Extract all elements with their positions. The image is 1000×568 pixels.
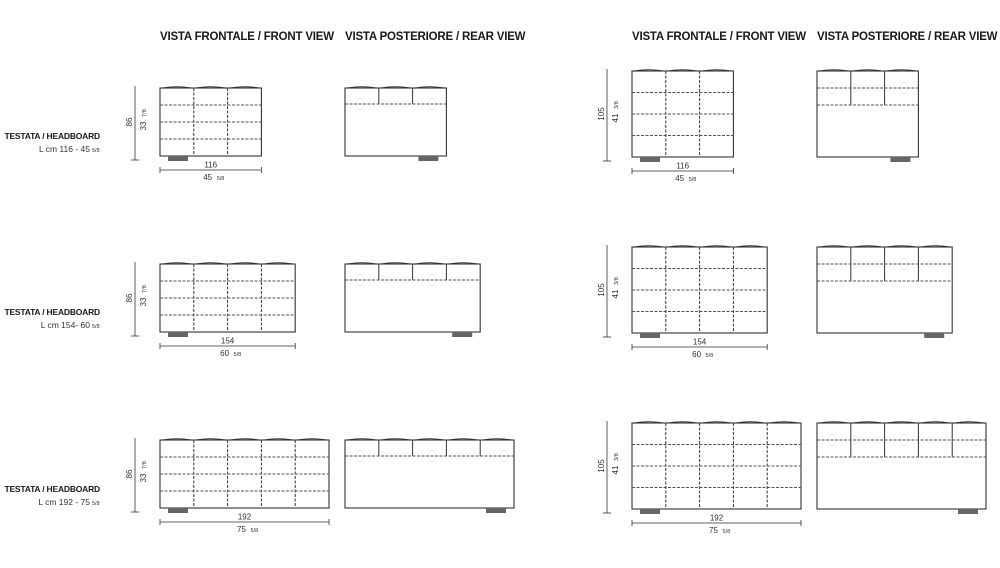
height-cm: 105 [597,283,606,297]
panel-outline [817,423,986,509]
width-inches: 75 [709,526,718,535]
width-cm: 154 [220,336,235,346]
front-view-panel-left-2 [160,263,295,337]
width-inches: 60 [692,350,702,359]
row-label-size-fraction: 5/8 [92,148,100,154]
width-inches-fraction: 5/8 [233,352,242,358]
dimensions-right-3 [597,421,801,535]
height-cm: 86 [125,293,134,303]
row-label-1 [4,131,100,154]
foot [168,156,188,161]
width-inches-fraction: 5/8 [705,353,714,359]
front-view-panel-right-1 [632,70,733,162]
dimensions-right-2 [597,245,767,359]
foot [486,508,506,513]
foot [640,157,660,162]
row-label-title: TESTATA / HEADBOARD [4,307,100,317]
height-cm: 86 [125,469,134,479]
foot [958,509,978,514]
front-view-panel-right-3 [632,422,801,514]
panel-outline [345,440,514,508]
rear-view-panel-left-2 [345,263,480,337]
width-inches-fraction: 5/8 [722,529,731,535]
height-inches: 33 [139,297,148,307]
width-inches-fraction: 5/8 [216,176,225,182]
rear-view-panel-right-2 [817,246,952,338]
foot [452,332,472,337]
height-inches: 33 [139,473,148,483]
width-cm: 154 [692,337,707,347]
header-rear-view-left: VISTA POSTERIORE / REAR VIEW [345,31,526,43]
width-inches: 75 [237,525,246,534]
height-inches-fraction: 3/8 [614,277,620,285]
row-label-title: TESTATA / HEADBOARD [4,131,100,141]
height-inches-fraction: 3/8 [614,453,620,461]
front-view-panel-right-2 [632,246,767,338]
width-inches-fraction: 5/8 [688,177,697,183]
rear-view-panel-left-3 [345,439,514,513]
foot [890,157,910,162]
height-inches-fraction: 7/8 [142,285,148,293]
rear-view-panel-right-3 [817,422,986,514]
height-inches: 41 [611,465,620,475]
dimensions-right-1 [597,69,733,183]
foot [418,156,438,161]
front-view-panel-left-1 [160,87,261,161]
header-front-view-right: VISTA FRONTALE / FRONT VIEW [632,31,806,43]
row-label-2 [4,307,100,330]
foot [640,509,660,514]
width-inches-fraction: 5/8 [250,528,259,534]
foot [168,332,188,337]
front-view-panel-left-3 [160,439,329,513]
dimensions-left-1 [125,86,261,182]
height-cm: 86 [125,117,134,127]
width-inches: 45 [675,174,685,183]
row-label-size: L cm 116 - 45 [38,144,90,154]
width-cm: 116 [204,160,218,170]
foot [168,508,188,513]
header-rear-view-right: VISTA POSTERIORE / REAR VIEW [817,31,998,43]
height-inches: 41 [611,113,620,123]
dimensions-left-2 [125,262,295,358]
row-label-size-fraction: 5/8 [92,501,100,507]
height-inches: 41 [611,289,620,299]
height-inches-fraction: 3/8 [614,101,620,109]
width-cm: 192 [709,513,724,523]
panel-outline [817,71,918,157]
width-cm: 116 [676,161,690,171]
height-inches: 33 [139,121,148,131]
rear-view-panel-left-1 [345,87,446,161]
height-cm: 105 [597,107,606,121]
header-front-view-left: VISTA FRONTALE / FRONT VIEW [160,31,334,43]
height-cm: 105 [597,459,606,473]
row-label-3 [4,484,100,507]
foot [640,333,660,338]
panel-outline [345,88,446,156]
height-inches-fraction: 7/8 [142,461,148,469]
rear-view-panel-right-1 [817,70,918,162]
width-cm: 192 [237,512,252,522]
width-inches: 60 [220,349,230,358]
row-label-title: TESTATA / HEADBOARD [4,484,100,494]
foot [924,333,944,338]
row-label-size: L cm 154- 60 [40,320,90,330]
height-inches-fraction: 7/8 [142,109,148,117]
headboard-panels [125,69,986,535]
width-inches: 45 [203,173,213,182]
row-label-size: L cm 192 - 75 [38,497,90,507]
row-label-size-fraction: 5/8 [92,324,100,330]
dimensions-left-3 [125,438,329,534]
